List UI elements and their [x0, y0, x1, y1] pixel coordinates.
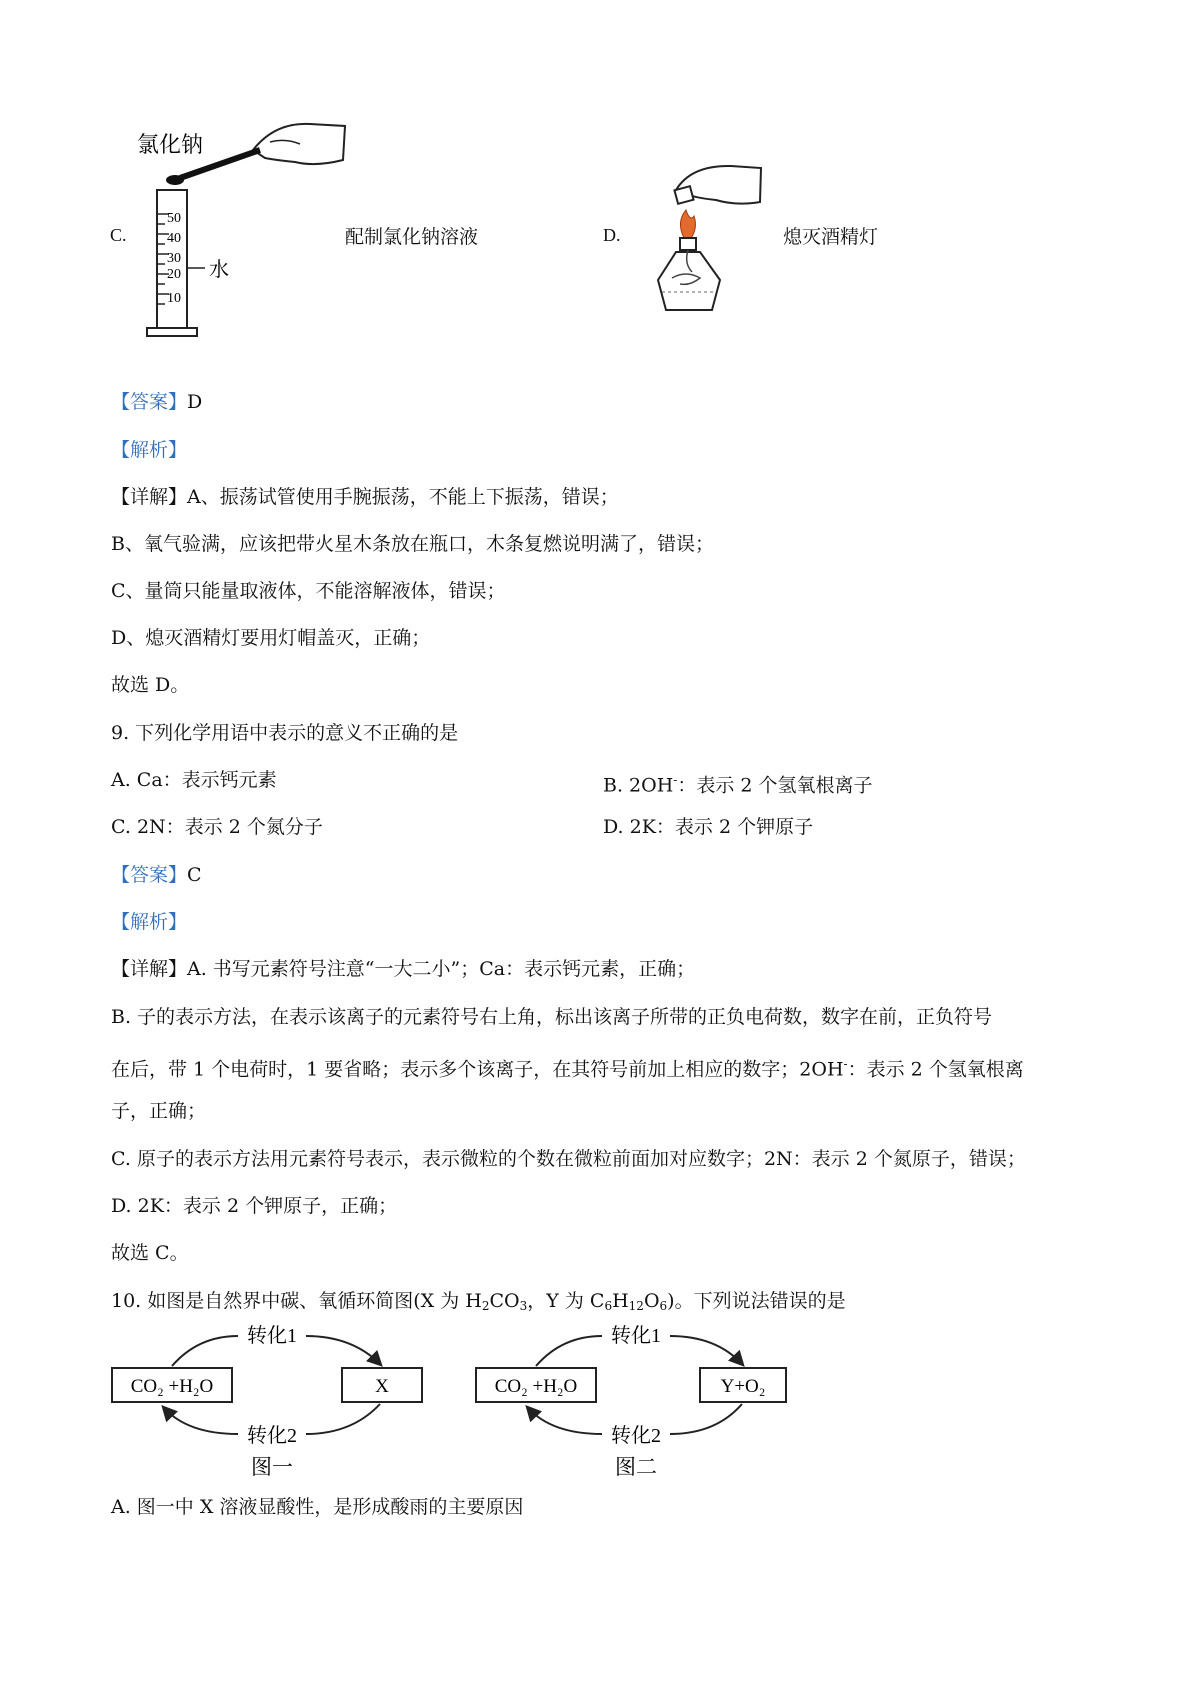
water-label: 水	[209, 259, 229, 281]
answer-tag: 【答案】	[111, 864, 188, 886]
scale-mark-20: 20	[167, 267, 181, 282]
alcohol-lamp-image	[636, 160, 766, 315]
right-box-label: X	[375, 1376, 389, 1397]
q9-answer-line	[111, 862, 202, 888]
analysis-tag: 【解析】	[111, 439, 188, 461]
scale-mark-50: 50	[167, 211, 181, 226]
q8-detail-line: 【详解】A、振荡试管使用手腕振荡，不能上下振荡，错误；	[111, 486, 619, 508]
graduated-cylinder-image	[135, 112, 360, 362]
q9-detail-line: B. 子的表示方法，在表示该离子的元素符号右上角，标出该离子所带的正负电荷数，数字在前，正负符号	[111, 1006, 993, 1028]
q8-detail-line: D、熄灭酒精灯要用灯帽盖灭，正确；	[111, 627, 431, 649]
answer-tag: 【答案】	[111, 391, 188, 413]
option-d-label: D.	[603, 225, 621, 245]
scale-mark-10: 10	[167, 291, 181, 306]
q9-detail-line: 在后，带 1 个电荷时，1 要省略；表示多个该离子，在其符号前加上相应的数字；2OH-：表示 2 个氢氧根离	[111, 1057, 1024, 1081]
bottom-transform-label: 转化2	[247, 1425, 297, 1447]
scale-mark-30: 30	[167, 251, 181, 266]
left-box-label: CO₂ +H₂O	[130, 1376, 214, 1397]
q9-detail-line: 【详解】A. 书写元素符号注意“一大二小”；Ca：表示钙元素，正确；	[111, 958, 696, 980]
top-transform-label: 转化1	[611, 1325, 661, 1347]
q9-option-a: A. Ca：表示钙元素	[111, 769, 277, 791]
q9-detail-line: 子，正确；	[111, 1100, 207, 1122]
bottom-transform-label: 转化2	[611, 1425, 661, 1447]
q9-option-c: C. 2N：表示 2 个氮分子	[111, 816, 323, 838]
q9-stem: 9. 下列化学用语中表示的意义不正确的是	[111, 722, 459, 744]
q9-option-d: D. 2K：表示 2 个钾原子	[603, 816, 814, 838]
q9-conclusion: 故选 C。	[111, 1242, 189, 1264]
cycle-diagram-1	[108, 1322, 438, 1482]
top-transform-label: 转化1	[247, 1325, 297, 1347]
option-c-label: C.	[110, 225, 127, 245]
option-c-caption: 配制氯化钠溶液	[345, 226, 479, 248]
diagram-caption: 图一	[251, 1455, 293, 1479]
reagent-label: 氯化钠	[137, 132, 204, 157]
answer-value: D	[187, 391, 203, 413]
left-box-label: CO₂ +H₂O	[494, 1376, 578, 1397]
q8-conclusion: 故选 D。	[111, 674, 190, 696]
right-box-label: Y+O₂	[720, 1376, 766, 1397]
q8-answer-line	[111, 389, 202, 415]
q8-detail-line: C、量筒只能量取液体，不能溶解液体，错误；	[111, 580, 506, 602]
q9-detail-line: D. 2K：表示 2 个钾原子，正确；	[111, 1195, 398, 1217]
scale-mark-40: 40	[167, 231, 181, 246]
q8-detail-line: B、氧气验满，应该把带火星木条放在瓶口，木条复燃说明满了，错误；	[111, 533, 714, 555]
q9-detail-line: C. 原子的表示方法用元素符号表示，表示微粒的个数在微粒前面加对应数字；2N：表示 2 个氮原子，错误；	[111, 1148, 1026, 1170]
analysis-tag: 【解析】	[111, 911, 188, 933]
q10-option-a: A. 图一中 X 溶液显酸性，是形成酸雨的主要原因	[111, 1496, 524, 1518]
option-d-caption: 熄灭酒精灯	[783, 226, 879, 248]
cycle-diagram-2	[472, 1322, 802, 1482]
q9-option-b: B. 2OH-：表示 2 个氢氧根离子	[603, 773, 873, 797]
diagram-caption: 图二	[615, 1455, 657, 1479]
q10-stem: 10. 如图是自然界中碳、氧循环简图(X 为 $H_2CO_3$，Y 为 $C_6H_{12}O_6$)。下列说法错误的是	[111, 1290, 846, 1313]
answer-value: C	[187, 864, 202, 886]
